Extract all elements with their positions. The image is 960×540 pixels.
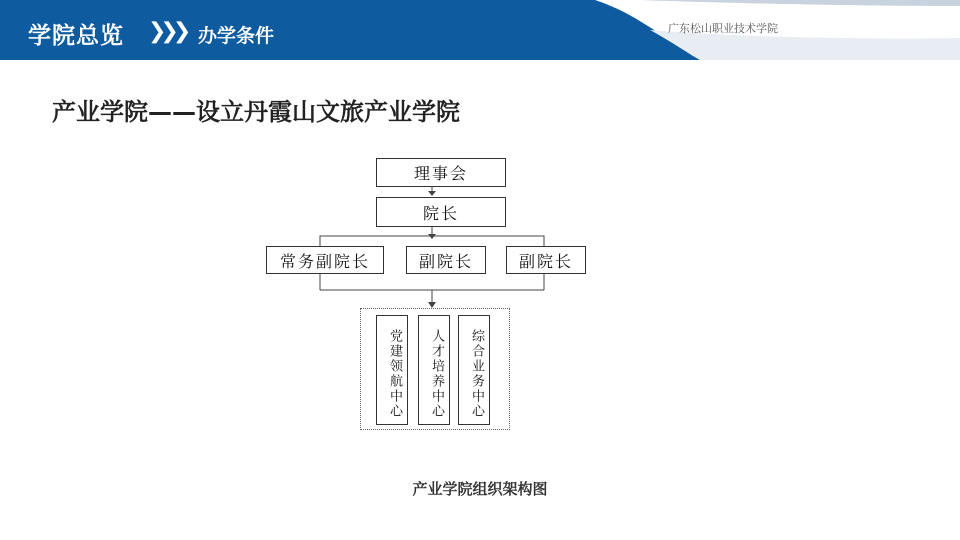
chevron-right-icon: ❯❯❯ bbox=[148, 19, 186, 44]
org-chart bbox=[262, 150, 592, 435]
section-subtitle: 办学条件 bbox=[198, 25, 275, 47]
slide-title: 产业学院——设立丹霞山文旅产业学院 bbox=[52, 98, 460, 126]
node-party-center: 党建领航中心 bbox=[376, 315, 408, 425]
section-title: 学院总览 bbox=[28, 23, 124, 49]
node-board: 理事会 bbox=[376, 158, 506, 187]
node-executive-vice-president: 常务副院长 bbox=[266, 246, 384, 274]
header-bar bbox=[0, 0, 960, 60]
header-swoosh-decoration bbox=[0, 0, 960, 60]
chart-caption: 产业学院组织架构图 bbox=[412, 480, 548, 498]
node-vice-president: 副院长 bbox=[506, 246, 586, 274]
node-business-center: 综合业务中心 bbox=[458, 315, 490, 425]
node-vice-president: 副院长 bbox=[406, 246, 486, 274]
node-president: 院长 bbox=[376, 197, 506, 227]
node-talent-center: 人才培养中心 bbox=[418, 315, 450, 425]
school-name: 广东松山职业技术学院 bbox=[668, 22, 778, 35]
